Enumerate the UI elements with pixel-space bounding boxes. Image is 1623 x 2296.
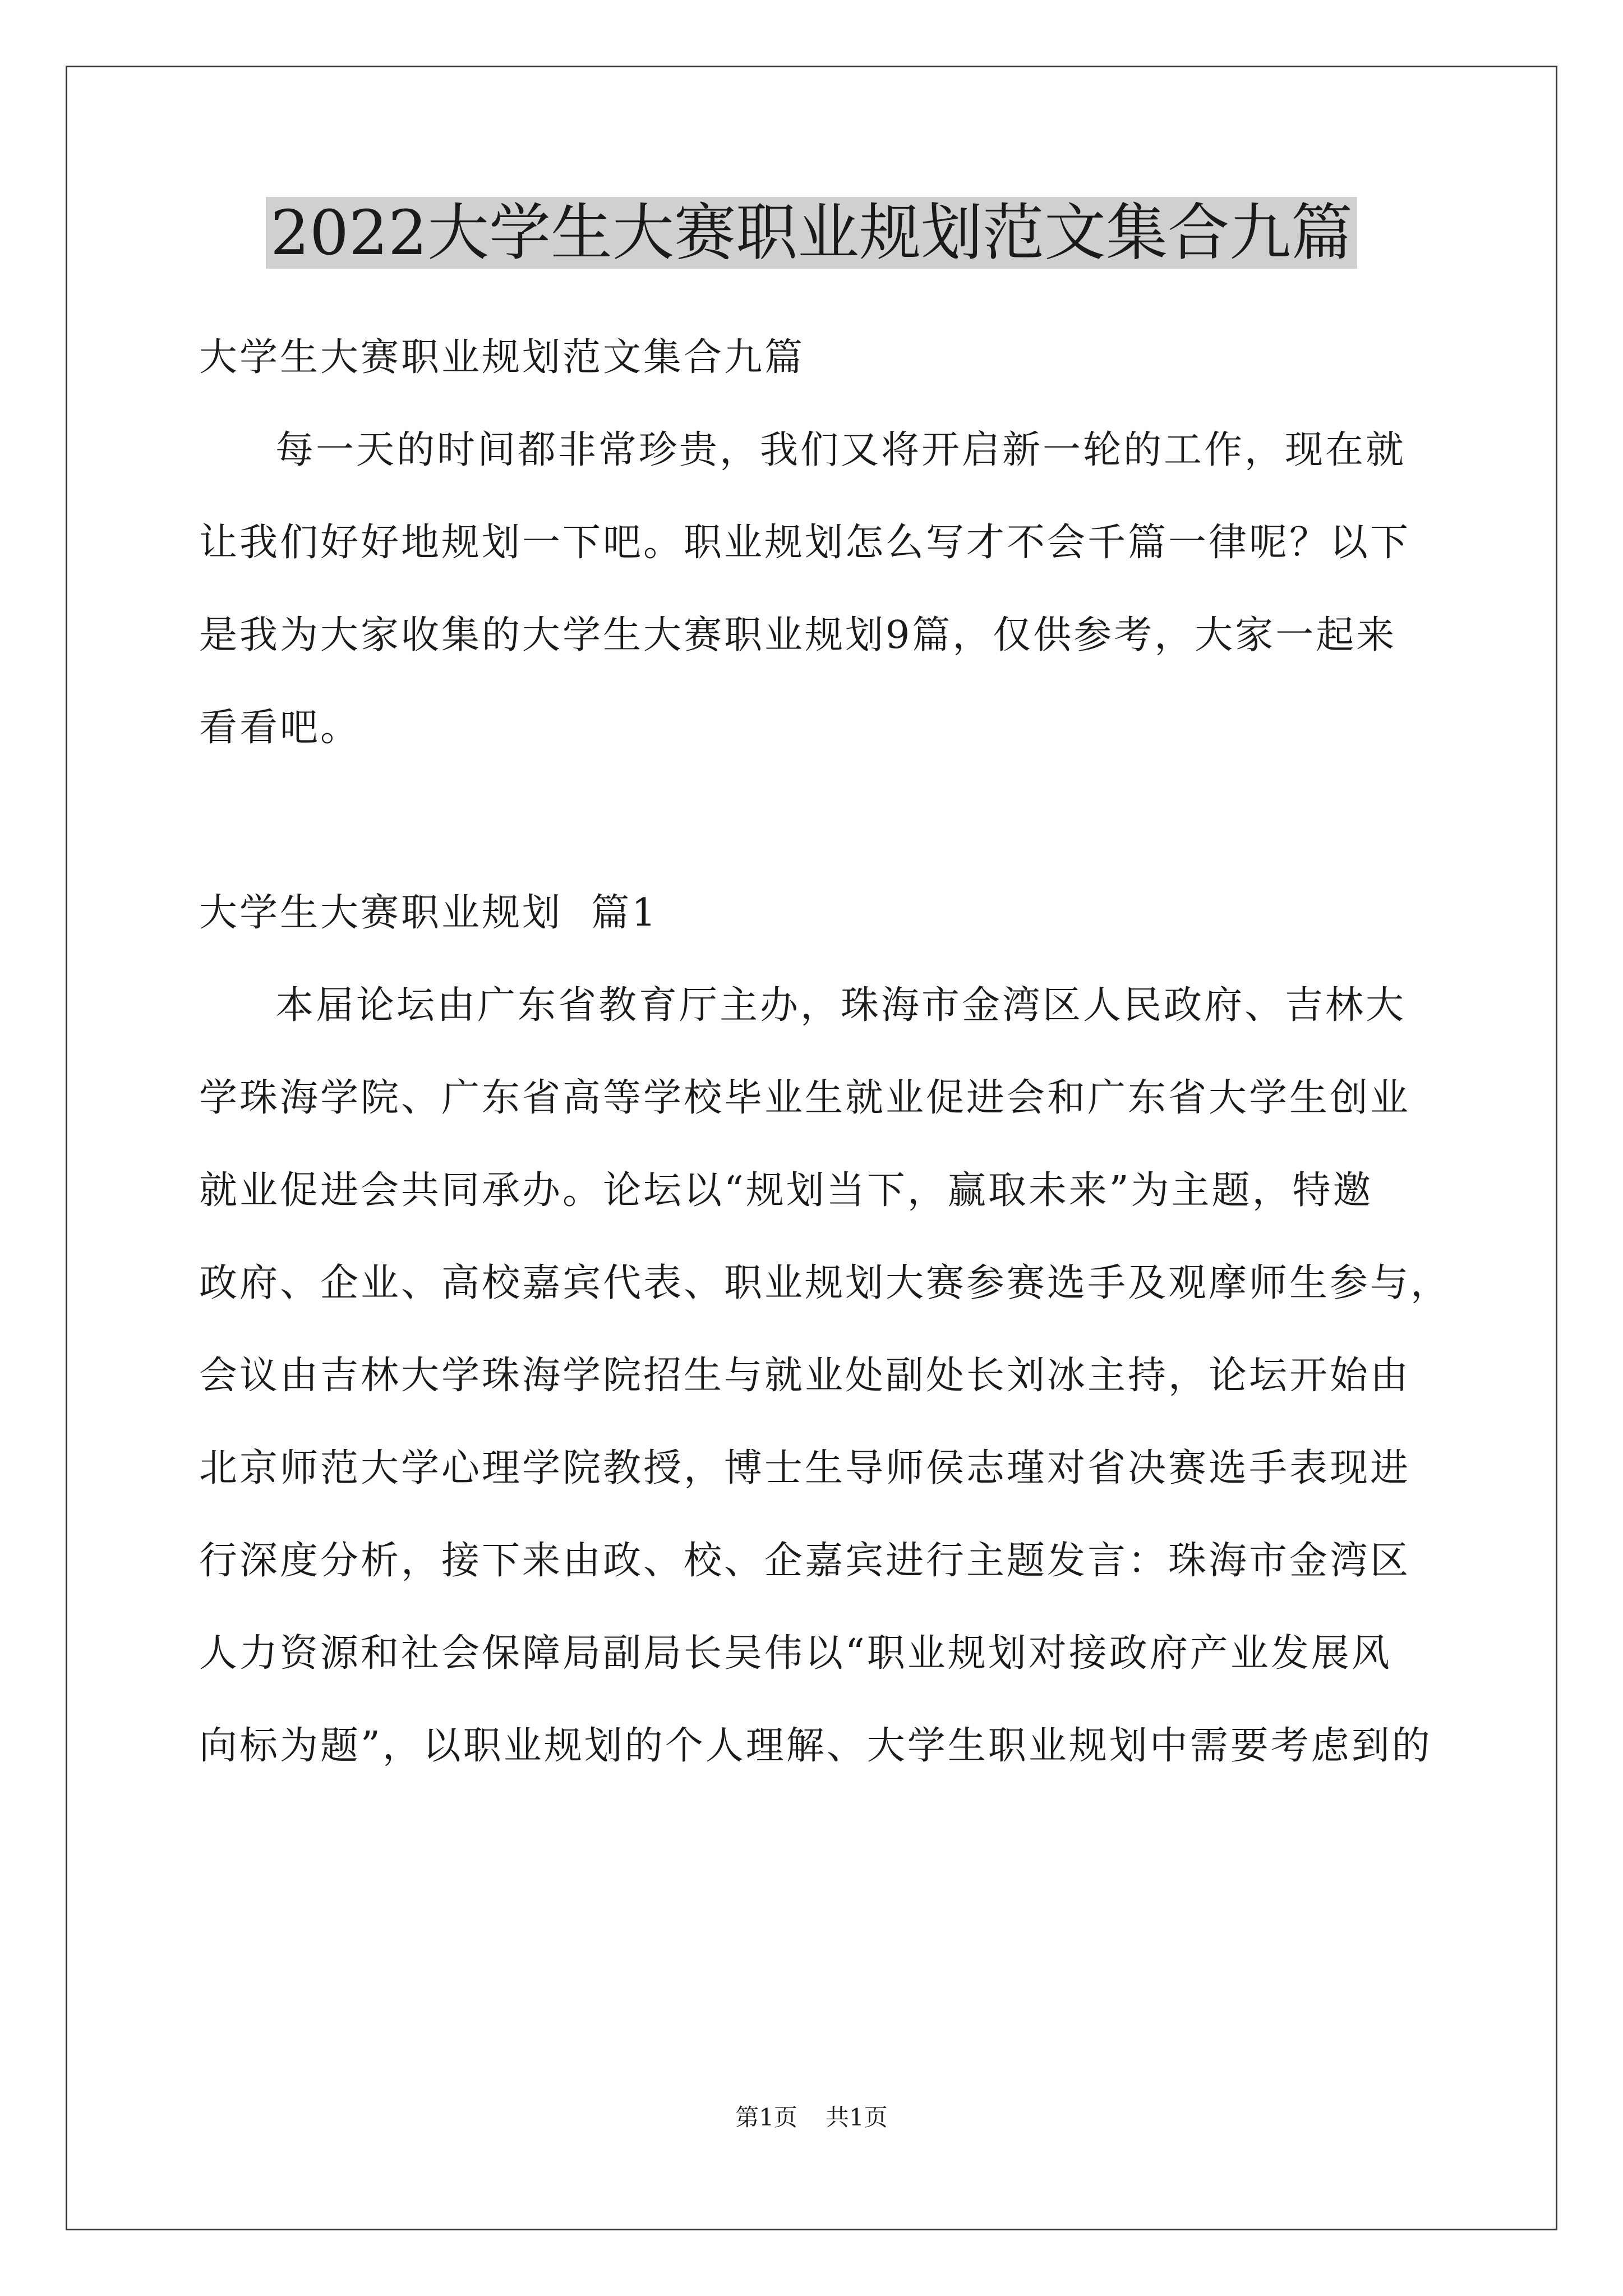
intro-line: 每一天的时间都非常珍贵，我们又将开启新一轮的工作，现在就 <box>275 428 1407 472</box>
document-subtitle: 大学生大赛职业规划范文集合九篇 <box>199 335 805 380</box>
intro-line: 让我们好好地规划一下吧。职业规划怎么写才不会千篇一律呢？以下 <box>199 521 1411 565</box>
intro-line: 是我为大家收集的大学生大赛职业规划9篇，仅供参考，大家一起来 <box>199 613 1397 657</box>
section-line: 行深度分析，接下来由政、校、企嘉宾进行主题发言：珠海市金湾区 <box>199 1539 1411 1583</box>
section-line: 会议由吉林大学珠海学院招生与就业处副处长刘冰主持，论坛开始由 <box>199 1354 1411 1398</box>
section-line: 就业促进会共同承办。论坛以“规划当下，赢取未来”为主题，特邀 <box>199 1168 1373 1213</box>
document-title <box>0 194 1623 272</box>
section-line: 本届论坛由广东省教育厅主办，珠海市金湾区人民政府、吉林大 <box>275 983 1407 1028</box>
section-line: 学珠海学院、广东省高等学校毕业生就业促进会和广东省大学生创业 <box>199 1076 1411 1120</box>
page-footer <box>0 2101 1623 2134</box>
page-number-current: 第1页 <box>735 2104 797 2131</box>
intro-line: 看看吧。 <box>199 706 361 750</box>
document-body <box>199 311 1451 1792</box>
section-line: 人力资源和社会保障局副局长吴伟以“职业规划对接政府产业发展风 <box>199 1631 1392 1676</box>
section-heading: 大学生大赛职业规划 篇1 <box>199 891 658 935</box>
section-line: 政府、企业、高校嘉宾代表、职业规划大赛参赛选手及观摩师生参与， <box>199 1261 1451 1305</box>
section-line: 北京师范大学心理学院教授，博士生导师侯志瑾对省决赛选手表现进 <box>199 1446 1411 1490</box>
page-number-total: 共1页 <box>826 2104 888 2131</box>
paragraph-gap <box>199 774 1433 867</box>
document-title-text: 2022大学生大赛职业规划范文集合九篇 <box>266 197 1357 269</box>
section-line: 向标为题”，以职业规划的个人理解、大学生职业规划中需要考虑到的 <box>199 1724 1432 1768</box>
